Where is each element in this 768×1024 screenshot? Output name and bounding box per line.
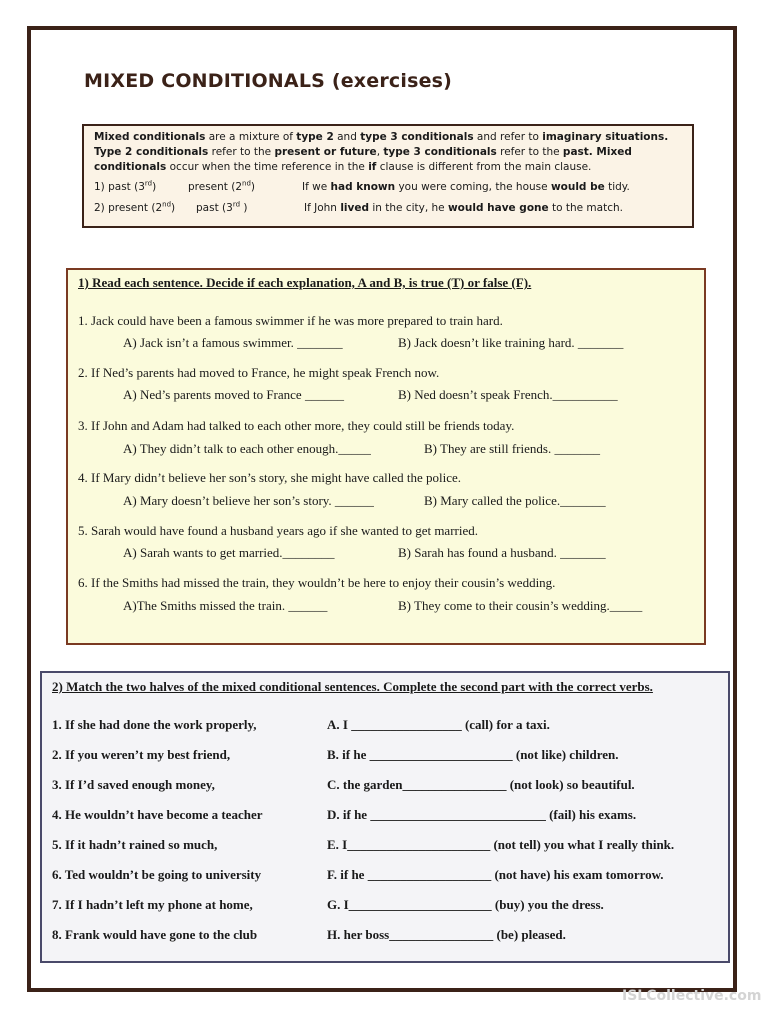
- verb: lived: [340, 202, 369, 214]
- exercise-1-heading: 1) Read each sentence. Decide if each explanation, A and B, is true (T) or false (F).: [78, 275, 532, 290]
- match-left-4: 4. He wouldn’t have become a teacher: [52, 807, 263, 822]
- exercise-1-question-3: 3. If John and Adam had talked to each other more, they could still be friends today.: [78, 418, 515, 433]
- text: If we: [302, 181, 331, 193]
- text: 1) past (3: [94, 181, 145, 193]
- match-left-1: 1. If she had done the work properly,: [52, 717, 257, 732]
- text: ): [250, 181, 256, 193]
- exercise-1-question-6: 6. If the Smiths had missed the train, they wouldn’t be here to enjoy their cousin’s wedding.: [78, 575, 556, 590]
- term-mixed-conditionals: Mixed conditionals: [94, 131, 206, 143]
- match-right-h: H. her boss________________ (be) pleased.: [327, 927, 566, 942]
- definition-line-3: [94, 160, 682, 175]
- term: type 3 conditionals: [383, 146, 497, 158]
- text: past (3: [196, 202, 233, 214]
- exercise-1-question-4: 4. If Mary didn’t believe her son’s story, she might have called the police.: [78, 470, 462, 485]
- exercise-1-question-1: 1. Jack could have been a famous swimmer if he was more prepared to train hard.: [78, 313, 503, 328]
- match-right-g: G. I______________________ (buy) you the dress.: [327, 897, 604, 912]
- term-type2: type 2: [296, 131, 334, 143]
- text: tidy.: [604, 181, 630, 193]
- definition-line-2: [94, 145, 682, 160]
- text: and refer to: [473, 131, 543, 143]
- text: you were coming, the house: [395, 181, 551, 193]
- term: Type 2 conditionals: [94, 146, 209, 158]
- match-right-a: A. I _________________ (call) for a taxi.: [327, 717, 550, 732]
- example-row-2: [94, 201, 682, 217]
- example-1-pattern-b: [188, 180, 255, 195]
- exercise-1-option-a-5: A) Sarah wants to get married.________: [123, 545, 335, 560]
- match-left-7: 7. If I hadn’t left my phone at home,: [52, 897, 253, 912]
- term-if: if: [368, 161, 377, 173]
- text: clause is different from the main clause.: [376, 161, 592, 173]
- text: refer to the: [208, 146, 275, 158]
- watermark: ISLCollective.com: [622, 988, 762, 1004]
- text: occur when the time reference in the: [166, 161, 369, 173]
- superscript: rd: [232, 200, 241, 209]
- term-imaginary: imaginary situations.: [542, 131, 669, 143]
- text: present (2: [188, 181, 243, 193]
- term-type3: type 3 conditionals: [360, 131, 474, 143]
- exercise-1-option-b-3: B) They are still friends. _______: [424, 441, 600, 456]
- exercise-1-option-b-4: B) Mary called the police._______: [424, 493, 606, 508]
- example-2-pattern-b: [196, 201, 247, 216]
- exercise-1-question-5: 5. Sarah would have found a husband years ago if she wanted to get married.: [78, 523, 478, 538]
- term: present or future: [274, 146, 377, 158]
- example-row-1: [94, 180, 682, 196]
- superscript: rd: [144, 179, 153, 188]
- term: conditionals: [94, 161, 167, 173]
- verb: would have gone: [447, 202, 549, 214]
- exercise-1-option-b-1: B) Jack doesn’t like training hard. _______: [398, 335, 624, 350]
- exercise-1-option-b-2: B) Ned doesn’t speak French.__________: [398, 387, 618, 402]
- exercise-1-option-b-6: B) They come to their cousin’s wedding._____: [398, 598, 643, 613]
- example-2-pattern-a: [94, 201, 175, 216]
- exercise-1-option-a-6: A)The Smiths missed the train. ______: [123, 598, 328, 613]
- text: are a mixture of: [205, 131, 297, 143]
- match-left-6: 6. Ted wouldn’t be going to university: [52, 867, 262, 882]
- match-right-e: E. I______________________ (not tell) you what I really think.: [327, 837, 675, 852]
- text: to the match.: [548, 202, 623, 214]
- match-left-5: 5. If it hadn’t rained so much,: [52, 837, 218, 852]
- example-2-sentence: [304, 201, 623, 216]
- match-right-b: B. if he ______________________ (not like) children.: [327, 747, 619, 762]
- definition-line-1: [94, 130, 682, 145]
- text: ): [171, 202, 176, 214]
- exercise-1-option-a-2: A) Ned’s parents moved to France ______: [123, 387, 344, 402]
- term: past. Mixed: [562, 146, 632, 158]
- verb: had known: [330, 181, 396, 193]
- match-left-3: 3. If I’d saved enough money,: [52, 777, 215, 792]
- text: in the city, he: [369, 202, 448, 214]
- exercise-1-question-2: 2. If Ned’s parents had moved to France, he might speak French now.: [78, 365, 440, 380]
- verb: would be: [550, 181, 605, 193]
- page-title: MIXED CONDITIONALS (exercises): [84, 70, 453, 92]
- text: 2) present (2: [94, 202, 163, 214]
- example-1-sentence: [302, 180, 630, 195]
- superscript: nd: [242, 179, 251, 188]
- text: ,: [376, 146, 384, 158]
- example-1-pattern-a: [94, 180, 156, 195]
- text: If John: [304, 202, 341, 214]
- exercise-1-option-a-3: A) They didn’t talk to each other enough._____: [123, 441, 371, 456]
- exercise-1-option-a-4: A) Mary doesn’t believe her son’s story. ______: [123, 493, 374, 508]
- text: ): [240, 202, 248, 214]
- match-right-d: D. if he ___________________________ (fail) his exams.: [327, 807, 637, 822]
- exercise-1-option-a-1: A) Jack isn’t a famous swimmer. _______: [123, 335, 343, 350]
- match-right-c: C. the garden________________ (not look) so beautiful.: [327, 777, 635, 792]
- text: and: [333, 131, 361, 143]
- superscript: nd: [162, 200, 172, 209]
- match-left-8: 8. Frank would have gone to the club: [52, 927, 258, 942]
- match-right-f: F. if he ___________________ (not have) his exam tomorrow.: [327, 867, 664, 882]
- exercise-1-option-b-5: B) Sarah has found a husband. _______: [398, 545, 606, 560]
- exercise-1-box: [66, 268, 706, 645]
- exercise-2-heading: 2) Match the two halves of the mixed conditional sentences. Complete the second part with the correct verbs.: [52, 679, 653, 694]
- text: refer to the: [496, 146, 563, 158]
- definition-box: [82, 124, 694, 228]
- text: ): [152, 181, 157, 193]
- match-left-2: 2. If you weren’t my best friend,: [52, 747, 231, 762]
- exercise-2-box: [40, 671, 730, 963]
